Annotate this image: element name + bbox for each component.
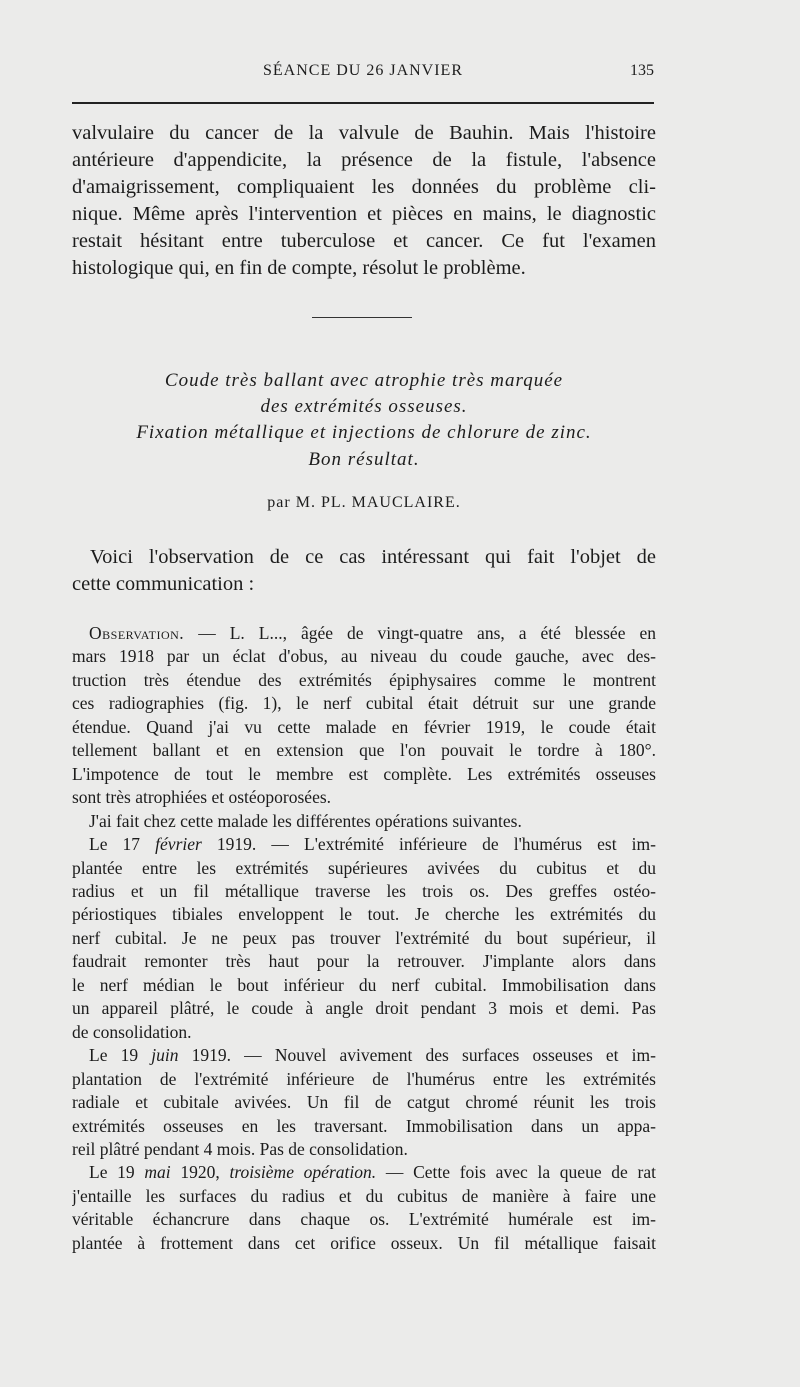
observation-label: Observation. (89, 623, 185, 643)
text-line: plantée entre les extrémités supérieures avivées du cubitus et du (72, 857, 656, 878)
page-number: 135 (630, 62, 654, 79)
text-line: mars 1918 par un éclat d'obus, au niveau du coude gauche, avec des- (72, 646, 656, 667)
title-line: Fixation métallique et injections de chlorure de zinc. (136, 422, 592, 444)
text-line: Le 19 mai 1920, troisième opération. — Cette fois avec la queue de rat (89, 1162, 656, 1183)
text-line: restait hésitant entre tuberculose et cancer. Ce fut l'examen (72, 230, 656, 253)
text-line: faudrait remonter très haut pour la retrouver. J'implante alors dans (72, 951, 656, 972)
text-line: J'ai fait chez cette malade les différentes opérations suivantes. (89, 810, 522, 831)
voici-paragraph (72, 544, 656, 598)
title-line: Bon résultat. (308, 448, 420, 470)
text-line: ces radiographies (fig. 1), le nerf cubital était détruit sur une grande (72, 693, 656, 714)
intro-paragraph (72, 120, 656, 283)
text-line: antérieure d'appendicite, la présence de la fistule, l'absence (72, 149, 656, 172)
text-line: radius et un fil métallique traverse les trois os. Des greffes ostéo- (72, 880, 656, 901)
text-line: Observation. — L. L..., âgée de vingt-quatre ans, a été blessée en (89, 623, 656, 643)
text-line: véritable échancrure dans chaque os. L'extrémité humérale est im- (72, 1209, 656, 1230)
observation-section (72, 622, 656, 1255)
title-line: Coude très ballant avec atrophie très marquée (164, 370, 564, 391)
text-line: d'amaigrissement, compliquaient les données du problème cli- (72, 176, 656, 199)
text-line: radiale et cubitale avivées. Un fil de catgut chromé réunit les trois (72, 1092, 656, 1113)
running-title: SÉANCE DU 26 JANVIER (263, 62, 463, 79)
title-line: des extrémités osseuses. (260, 396, 468, 418)
text-line: truction très étendue des extrémités épiphysaires comme le montrent (72, 669, 656, 690)
text-line: le nerf médian le bout inférieur du nerf cubital. Immobilisation dans (72, 974, 656, 995)
text-line: L'impotence de tout le membre est complète. Les extrémités osseuses (72, 763, 656, 784)
text-line: Le 19 juin 1919. — Nouvel avivement des surfaces osseuses et im- (89, 1045, 656, 1066)
text-line: j'entaille les surfaces du radius et du cubitus de manière à faire une (72, 1185, 656, 1206)
text-line: plantée à frottement dans cet orifice osseux. Un fil métallique faisait (72, 1232, 656, 1253)
article-title (72, 368, 656, 473)
text-line: Le 17 février 1919. — L'extrémité inférieure de l'humérus est im- (89, 834, 656, 855)
text-line: périostiques tibiales enveloppent le tout. Je cherche les extrémités du (72, 904, 656, 925)
text-line: Voici l'observation de ce cas intéressant qui fait l'objet de (90, 546, 656, 568)
text-line: extrémités osseuses en les traversant. Immobilisation dans un appa- (72, 1115, 656, 1136)
text-line: tellement ballant et en extension que l'on pouvait le tordre à 180°. (72, 740, 656, 761)
text-line: sont très atrophiées et ostéoporosées. (72, 787, 332, 808)
text-line: étendue. Quand j'ai vu cette malade en février 1919, le coude était (72, 716, 656, 737)
section-separator (312, 317, 412, 318)
byline: par M. PL. MAUCLAIRE. (267, 494, 461, 511)
text-line: nerf cubital. Je ne peux pas trouver l'extrémité du bout supérieur, il (72, 927, 656, 948)
text-line: nique. Même après l'intervention et pièces en mains, le diagnostic (72, 203, 656, 226)
text-line: valvulaire du cancer de la valvule de Bauhin. Mais l'histoire (72, 122, 656, 144)
text-line: un appareil plâtré, le coude à angle droit pendant 3 mois et demi. Pas (72, 998, 656, 1019)
text-line: reil plâtré pendant 4 mois. Pas de consolidation. (72, 1138, 408, 1159)
text-line: histologique qui, en fin de compte, résolut le problème. (72, 257, 526, 280)
header-rule (72, 102, 654, 104)
text-line: de consolidation. (72, 1021, 192, 1042)
text-line: cette communication : (72, 573, 255, 595)
text-line: plantation de l'extrémité inférieure de l'humérus entre les extrémités (72, 1068, 656, 1089)
running-head (72, 62, 654, 86)
